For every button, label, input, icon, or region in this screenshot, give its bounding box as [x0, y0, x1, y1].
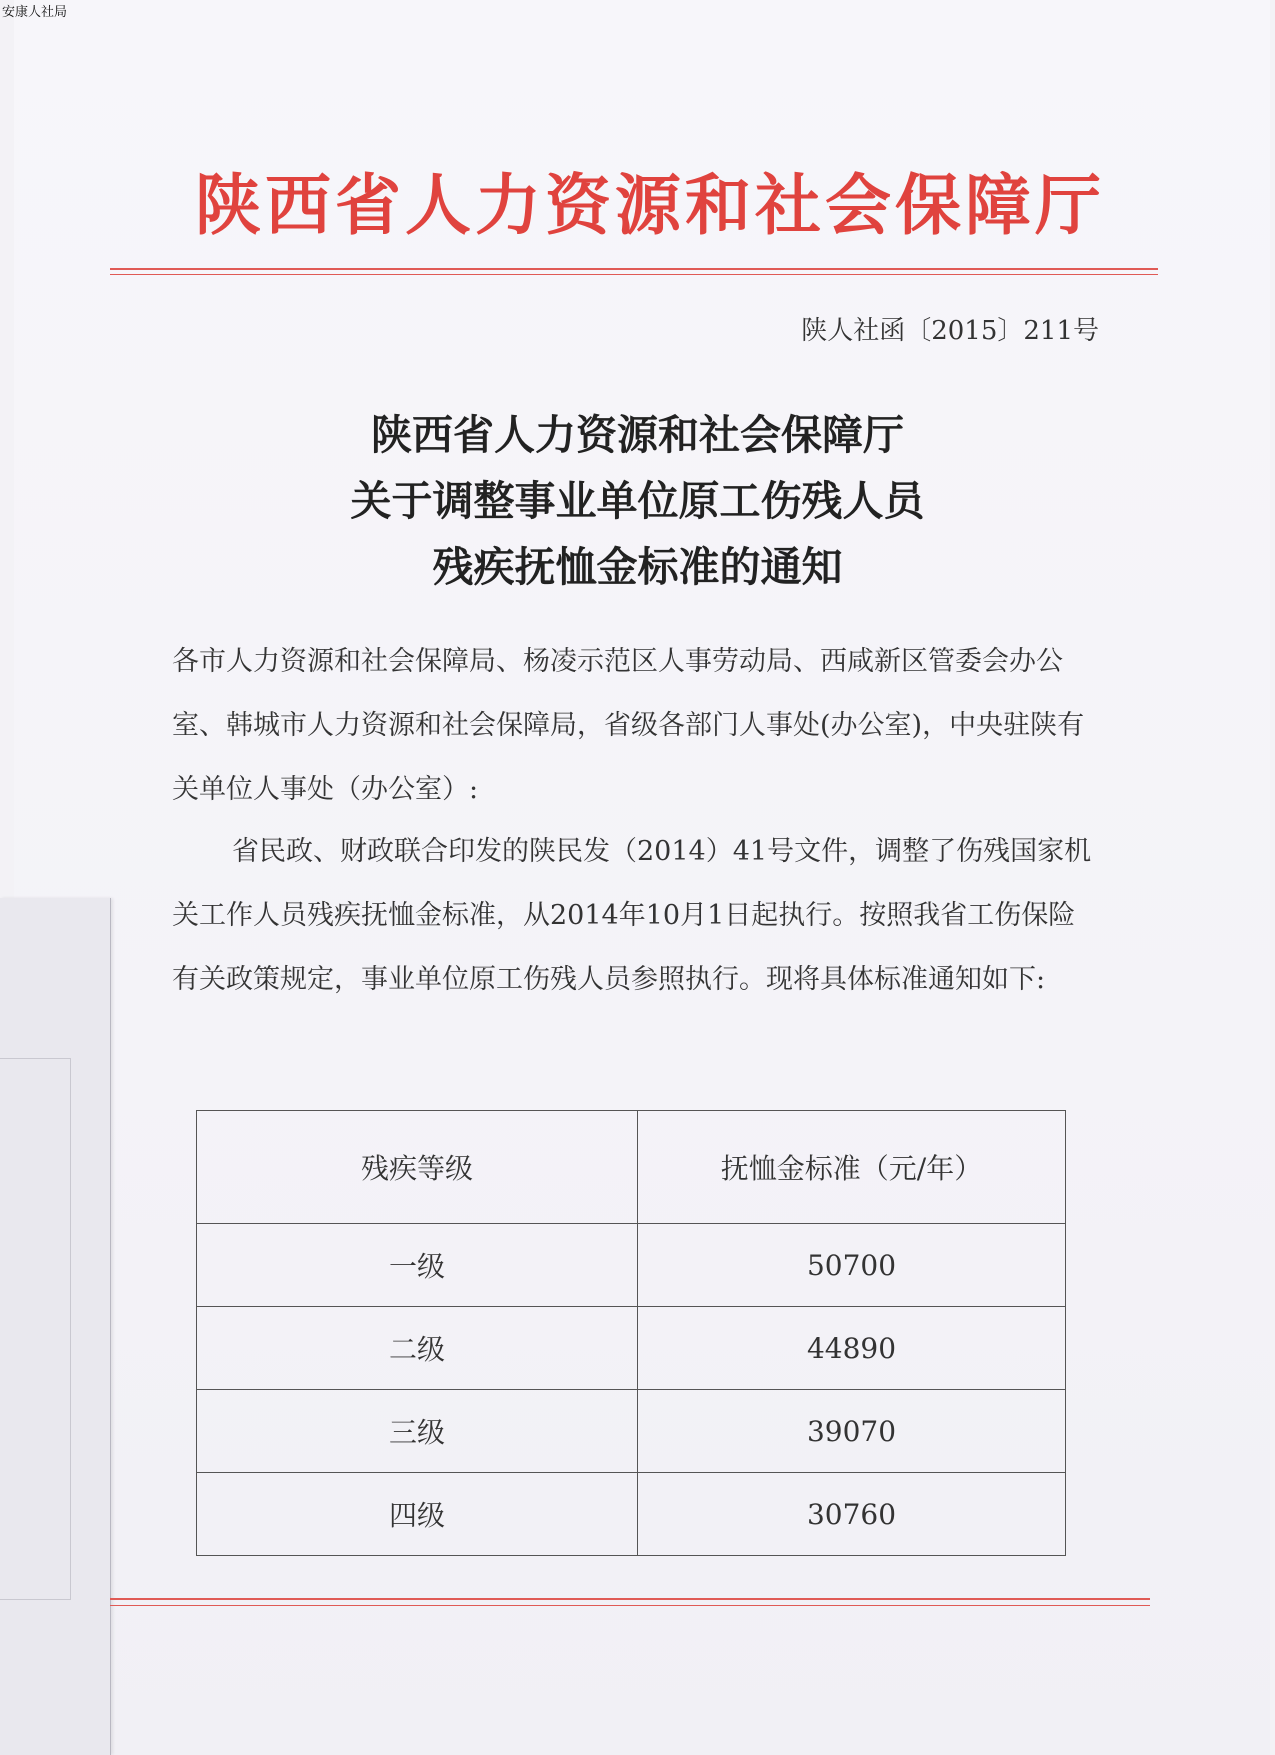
compensation-table [196, 1110, 1066, 1556]
notice-title-line-2: 关于调整事业单位原工伤残人员 [350, 477, 925, 525]
recipients-paragraph: 各市人力资源和社会保障局、杨凌示范区人事劳动局、西咸新区管委会办公室、韩城市人力资源和社会保障局，省级各部门人事处(办公室)，中央驻陕有关单位人事处（办公室）: [172, 646, 1085, 805]
table-row [197, 1224, 1066, 1307]
body-paragraph-1: 省民政、财政联合印发的陕民发（2014）41号文件，调整了伤残国家机关工作人员残疾抚恤金标准，从2014年10月1日起执行。按照我省工伤保险有关政策规定，事业单位原工伤残人员参照执行。现将具体标准通知如下: [172, 836, 1092, 995]
table-cell-level: 四级 [197, 1473, 638, 1556]
table-cell-amount: 39070 [638, 1390, 1066, 1473]
table-header-row [197, 1111, 1066, 1224]
table-header-cell: 抚恤金标准（元/年） [638, 1111, 1066, 1224]
footer-rule-thin [110, 1605, 1150, 1606]
document-number: 陕人社函〔2015〕211号 [801, 316, 1099, 346]
table-cell-amount: 50700 [638, 1224, 1066, 1307]
table-header-cell: 残疾等级 [197, 1111, 638, 1224]
attached-slip [0, 898, 111, 1755]
letterhead-rule [110, 268, 1158, 270]
table-cell-amount: 44890 [638, 1307, 1066, 1390]
table-cell-level: 二级 [197, 1307, 638, 1390]
table-row [197, 1390, 1066, 1473]
letterhead-rule-thin [110, 274, 1158, 275]
table-row [197, 1307, 1066, 1390]
table-cell-level: 三级 [197, 1390, 638, 1473]
table-cell-level: 一级 [197, 1224, 638, 1307]
table-row [197, 1473, 1066, 1556]
footer-rule [110, 1598, 1150, 1600]
notice-title-line-1: 陕西省人力资源和社会保障厅 [371, 411, 904, 459]
letterhead-org-name: 陕西省人力资源和社会保障厅 [195, 166, 1105, 244]
table-cell-amount: 30760 [638, 1473, 1066, 1556]
notice-title-line-3: 残疾抚恤金标准的通知 [432, 543, 843, 591]
watermark-text: 安康人社局 [2, 5, 68, 20]
slip-frame [0, 1058, 71, 1600]
